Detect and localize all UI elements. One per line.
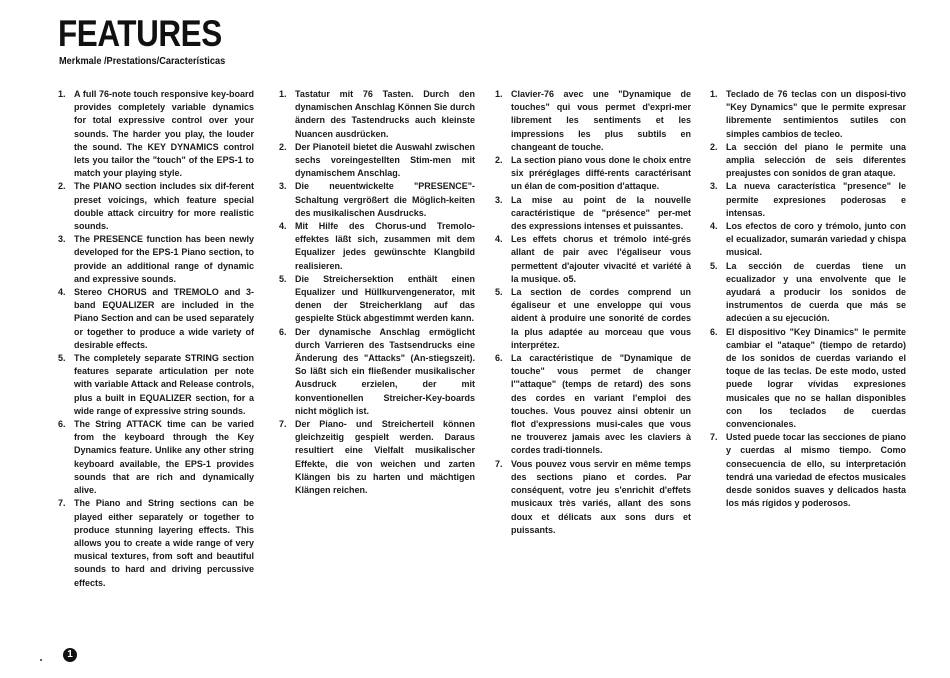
feature-item [279, 88, 475, 141]
feature-list-deutsch [279, 88, 475, 497]
feature-item [710, 220, 906, 260]
feature-item [279, 220, 475, 273]
feature-number: 6. [279, 326, 287, 337]
feature-number: 2. [279, 141, 287, 152]
feature-text: La nueva característica "presence" le permite expresiones poderosas e intensas. [726, 181, 906, 218]
feature-number: 7. [710, 432, 718, 443]
feature-number: 5. [710, 260, 718, 271]
feature-text: La section de cordes comprend un égaliseur et une enveloppe qui vous aident à produire une sonorité de cordes la plus adaptée au morceau que vous interprétez. [511, 287, 691, 350]
feature-text: La sección del piano le permite una amplia selección de seis diferentes preajustes con sonidos de gran ataque. [726, 141, 906, 179]
feature-number: 6. [58, 419, 66, 430]
page-subtitle: Merkmale /Prestations/Características [59, 56, 226, 67]
column-english [58, 88, 254, 590]
feature-number: 4. [58, 287, 66, 298]
feature-number: 2. [495, 155, 503, 166]
feature-number: 7. [495, 458, 503, 469]
feature-number: 5. [495, 287, 503, 298]
feature-number: 6. [495, 353, 503, 364]
feature-item [710, 431, 906, 510]
feature-number: 5. [279, 273, 287, 284]
feature-number: 4. [495, 234, 503, 245]
feature-text: La mise au point de la nouvelle caractéristique de "présence" per-met des expressions intenses et puissantes. [511, 194, 691, 232]
feature-item [495, 458, 691, 537]
feature-number: 7. [279, 419, 287, 430]
feature-item [58, 286, 254, 352]
feature-number: 4. [710, 221, 718, 232]
feature-text: Clavier-76 avec une "Dynamique de touches" qui vous permet d'expri-mer librement les sentiments et les impressions les plus subtils en changeant de touche. [511, 89, 691, 152]
feature-text: Der Piano- und Streicherteil können gleichzeitig gespielt werden. Daraus resultiert eine Vielfalt musikalischer Effekte, die von weichen und zarten Klängen bis zu harten und mächtigen Klängen reichen. [295, 419, 475, 496]
feature-number: 5. [58, 353, 66, 364]
feature-item [710, 88, 906, 141]
feature-text: Die neuentwickelte "PRESENCE"-Schaltung vergrößert die Möglich-keiten des musikalischen Ausdrucks. [295, 181, 475, 218]
feature-text: La caractéristique de "Dynamique de touche" vous permet de changer l'"attaque" (temps de retard) des sons des cordes en variant l'emploi des touches. Vous pouvez ainsi obtenir un flot d'expressions musi-cales que vous ne trouverez jamais avec les claviers à cordes tradi-tionnels. [511, 353, 691, 456]
feature-text: Mit Hilfe des Chorus-und Tremolo-effektes läßt sich, zusammen mit dem Equalizer jedes gewünschte Klangbild realisieren. [295, 221, 475, 271]
column-francais [495, 88, 691, 537]
feature-number: 3. [495, 194, 503, 205]
feature-number: 3. [279, 181, 287, 192]
feature-text: The completely separate STRING section features separate articulation per note with variable Attack and Release controls, plus a built in EQUALIZER section, for a wide range of expressive string sounds. [74, 353, 254, 416]
feature-text: La section piano vous done le choix entre six préréglages diffé-rents caractérisant un élan de com-position d'attaque. [511, 155, 691, 192]
feature-text: Teclado de 76 teclas con un disposi-tivo "Key Dynamics" que le permite expresar libremente sentimientos sutiles con simples cambios de tecleo. [726, 89, 906, 139]
feature-number: 1. [495, 89, 503, 99]
feature-item [58, 497, 254, 589]
feature-list-espanol [710, 88, 906, 511]
feature-text: Der dynamische Anschlag ermöglicht durch Varrieren des Tastsendrucks eine Änderung des "Attacks" (An-stiegszeit). So läßt sich ein fließender musikalischer Ausdruck erzielen, der mit konventionellen Streicher-Key-boards nicht möglich ist. [295, 326, 475, 416]
feature-text: The PIANO section includes six dif-ferent preset voicings, which feature special double attack circuitry for more realistic sounds. [74, 181, 254, 232]
feature-number: 6. [710, 326, 718, 337]
feature-item [495, 233, 691, 286]
feature-item [58, 352, 254, 418]
feature-number: 1. [710, 89, 718, 99]
feature-text: Stereo CHORUS and TREMOLO and 3-band EQUALIZER are included in the Piano Section and can be used separately or together to produce a wide variety of desirable effects. [74, 287, 254, 350]
feature-item [58, 233, 254, 286]
feature-text: Der Pianoteil bietet die Auswahl zwischen sechs voreingestellten Stim-men mit dynamischem Anschlag. [295, 141, 475, 179]
scan-dot [40, 659, 42, 661]
feature-text: Tastatur mit 76 Tasten. Durch den dynamischen Anschlag Können Sie durch ändern des Tastendrucks auch kleinste Nuancen ausdrücken. [295, 89, 475, 139]
feature-item [495, 154, 691, 194]
feature-item [710, 260, 906, 326]
feature-item [58, 418, 254, 497]
feature-item [710, 180, 906, 220]
feature-text: Usted puede tocar las secciones de piano y cuerdas al mismo tiempo. Como consecuencia de ello, su interpretación tendrá una variedad de efectos musicales desde sonidos suaves y delicados hasta los más rígidos y poderosos. [726, 432, 906, 509]
feature-item [495, 88, 691, 154]
feature-number: 1. [279, 89, 287, 99]
page-title: FEATURES [58, 13, 222, 54]
column-deutsch [279, 88, 475, 497]
feature-item [279, 273, 475, 326]
feature-text: The PRESENCE function has been newly developed for the EPS-1 Piano section, to provide an additional range of dynamic and expressive sounds. [74, 234, 254, 284]
feature-item [710, 326, 906, 432]
feature-text: A full 76-note touch responsive key-board provides completely variable dynamics for total expressive control over your sounds. The harder you play, the louder the sound. The KEY DYNAMICS control lets you tailor the "touch" of the EPS-1 to match your playing style. [74, 89, 254, 179]
feature-number: 1. [58, 89, 66, 99]
feature-number: 4. [279, 221, 287, 232]
feature-list-english [58, 88, 254, 590]
feature-item [279, 141, 475, 181]
feature-item [495, 352, 691, 458]
feature-text: Les effets chorus et trémolo inté-grés allant de pair avec l'égaliseur vous permettent d'ajouter vivacité et variété à la musique. o5. [511, 234, 691, 284]
feature-list-francais [495, 88, 691, 537]
feature-number: 2. [58, 181, 66, 192]
feature-text: Die Streichersektion enthält einen Equalizer und Hüllkurvengenerator, mit denen der Streicherklang auf das gespielte Stück abgestimmt werden kann. [295, 273, 475, 324]
feature-number: 2. [710, 141, 718, 152]
feature-item [495, 194, 691, 234]
feature-item [710, 141, 906, 181]
feature-item [279, 180, 475, 220]
feature-number: 3. [710, 181, 718, 192]
feature-text: Los efectos de coro y trémolo, junto con el ecualizador, sumarán variedad y chispa musical. [726, 221, 906, 258]
feature-number: 3. [58, 234, 66, 245]
column-espanol [710, 88, 906, 511]
feature-text: The String ATTACK time can be varied from the keyboard through the Key Dynamics feature. Unlike any other string keyboard available, the EPS-1 provides sounds that are rich and dynamically alive. [74, 419, 254, 496]
feature-item [58, 180, 254, 233]
page-number-badge: 1 [63, 648, 77, 662]
feature-item [495, 286, 691, 352]
feature-text: The Piano and String sections can be played either separately or together to produce stunning layering effects. This allows you to create a wide range of very musical textures, from soft and beautiful sounds to hard and driving percussive effects. [74, 498, 254, 588]
feature-text: El dispositivo "Key Dinamics" le permite cambiar el "ataque" (tiempo de retardo) de los sonidos de cuerdas variando el toque de las teclas. De este modo, usted puede lograr vívidas expresiones musicales que no se hallan disponibles con los teclados de cuerdas convencionales. [726, 326, 906, 430]
feature-item [279, 418, 475, 497]
feature-item [279, 326, 475, 418]
feature-text: La sección de cuerdas tiene un ecualizador y una envolvente que le ayudará a producir los sonidos de instrumentos de cuerda que más se adecúen a su ejecución. [726, 260, 906, 324]
feature-number: 7. [58, 498, 66, 509]
feature-text: Vous pouvez vous servir en même temps des sections piano et cordes. Par conséquent, votre jeu s'enrichit d'effets musicaux très variés, allant des sons doux et délicats aux sons durs et puissants. [511, 458, 691, 535]
feature-item [58, 88, 254, 180]
